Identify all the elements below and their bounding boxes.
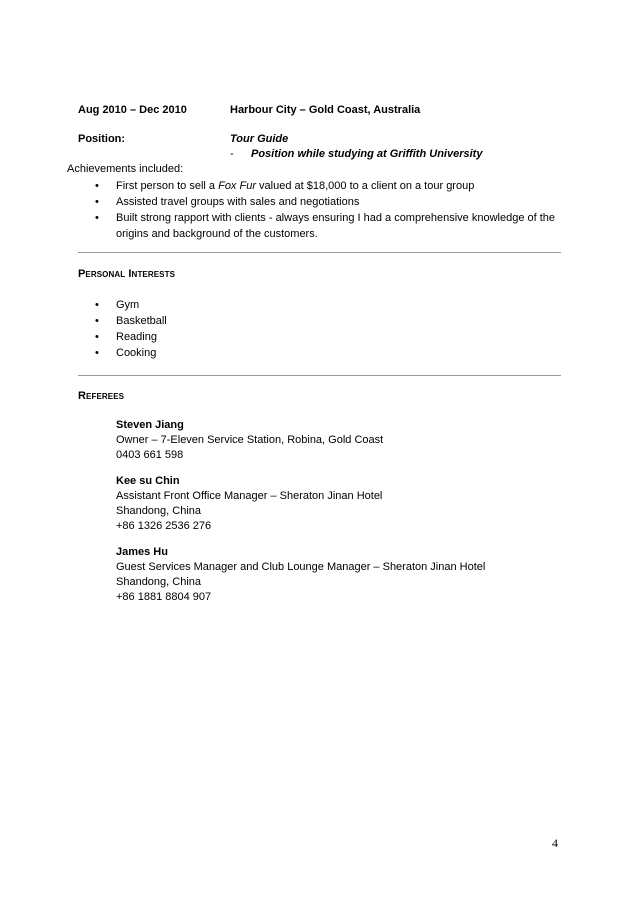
achievement-line-2: origins and background of the customers. [116,228,318,240]
referee-name: Steven Jiang [116,419,184,431]
list-item [78,178,555,194]
referee-location: Shandong, China [116,505,202,517]
bullet-icon: • [95,315,99,327]
list-item [78,194,555,210]
achievement-line-1: Built strong rapport with clients - always ensuring I had a comprehensive knowledge of the [116,212,556,224]
interest-item: Reading [116,331,157,343]
achievement-prefix: First person to sell a [116,180,219,192]
referee-entry [116,418,383,463]
position-title: Tour Guide [230,133,289,145]
list-item [78,345,167,361]
referee-entry [116,474,382,534]
interest-item: Cooking [116,347,157,359]
referee-phone: 0403 661 598 [116,449,184,461]
list-item [78,297,167,313]
achievements-label: Achievements included: [67,163,184,175]
bullet-icon: • [95,347,99,359]
interest-item: Gym [116,299,140,311]
position-note: Position while studying at Griffith University [251,148,483,160]
position-label: Position: [78,133,126,145]
interests-list [78,297,167,361]
referee-phone: +86 1326 2536 276 [116,520,212,532]
achievement-suffix: valued at $18,000 to a client on a tour group [256,180,475,192]
bullet-icon: • [95,331,99,343]
referees-heading: Referees [78,390,125,402]
list-item [78,210,555,242]
achievement-text: Assisted travel groups with sales and negotiations [116,196,360,208]
page-number: 4 [552,836,558,850]
referee-name: James Hu [116,546,168,558]
personal-interests-heading: Personal Interests [78,268,176,280]
bullet-icon: • [95,180,99,192]
achievements-list [78,178,555,242]
section-divider [78,375,561,376]
referee-name: Kee su Chin [116,475,180,487]
achievement-emphasis: Fox Fur [218,180,256,192]
interest-item: Basketball [116,315,167,327]
bullet-icon: • [95,196,99,208]
job-employer: Harbour City – Gold Coast, Australia [230,104,421,116]
section-divider [78,252,561,253]
referee-entry [116,545,485,605]
list-item [78,329,167,345]
referee-detail: Assistant Front Office Manager – Sheraton Jinan Hotel [116,490,383,502]
job-dates: Aug 2010 – Dec 2010 [78,104,187,116]
bullet-icon: • [95,212,99,224]
referee-phone: +86 1881 8804 907 [116,591,212,603]
list-item [78,313,167,329]
position-note-dash: - [230,148,234,160]
referee-detail: Owner – 7-Eleven Service Station, Robina, Gold Coast [116,434,384,446]
referee-location: Shandong, China [116,576,202,588]
referee-detail: Guest Services Manager and Club Lounge Manager – Sheraton Jinan Hotel [116,561,486,573]
bullet-icon: • [95,299,99,311]
